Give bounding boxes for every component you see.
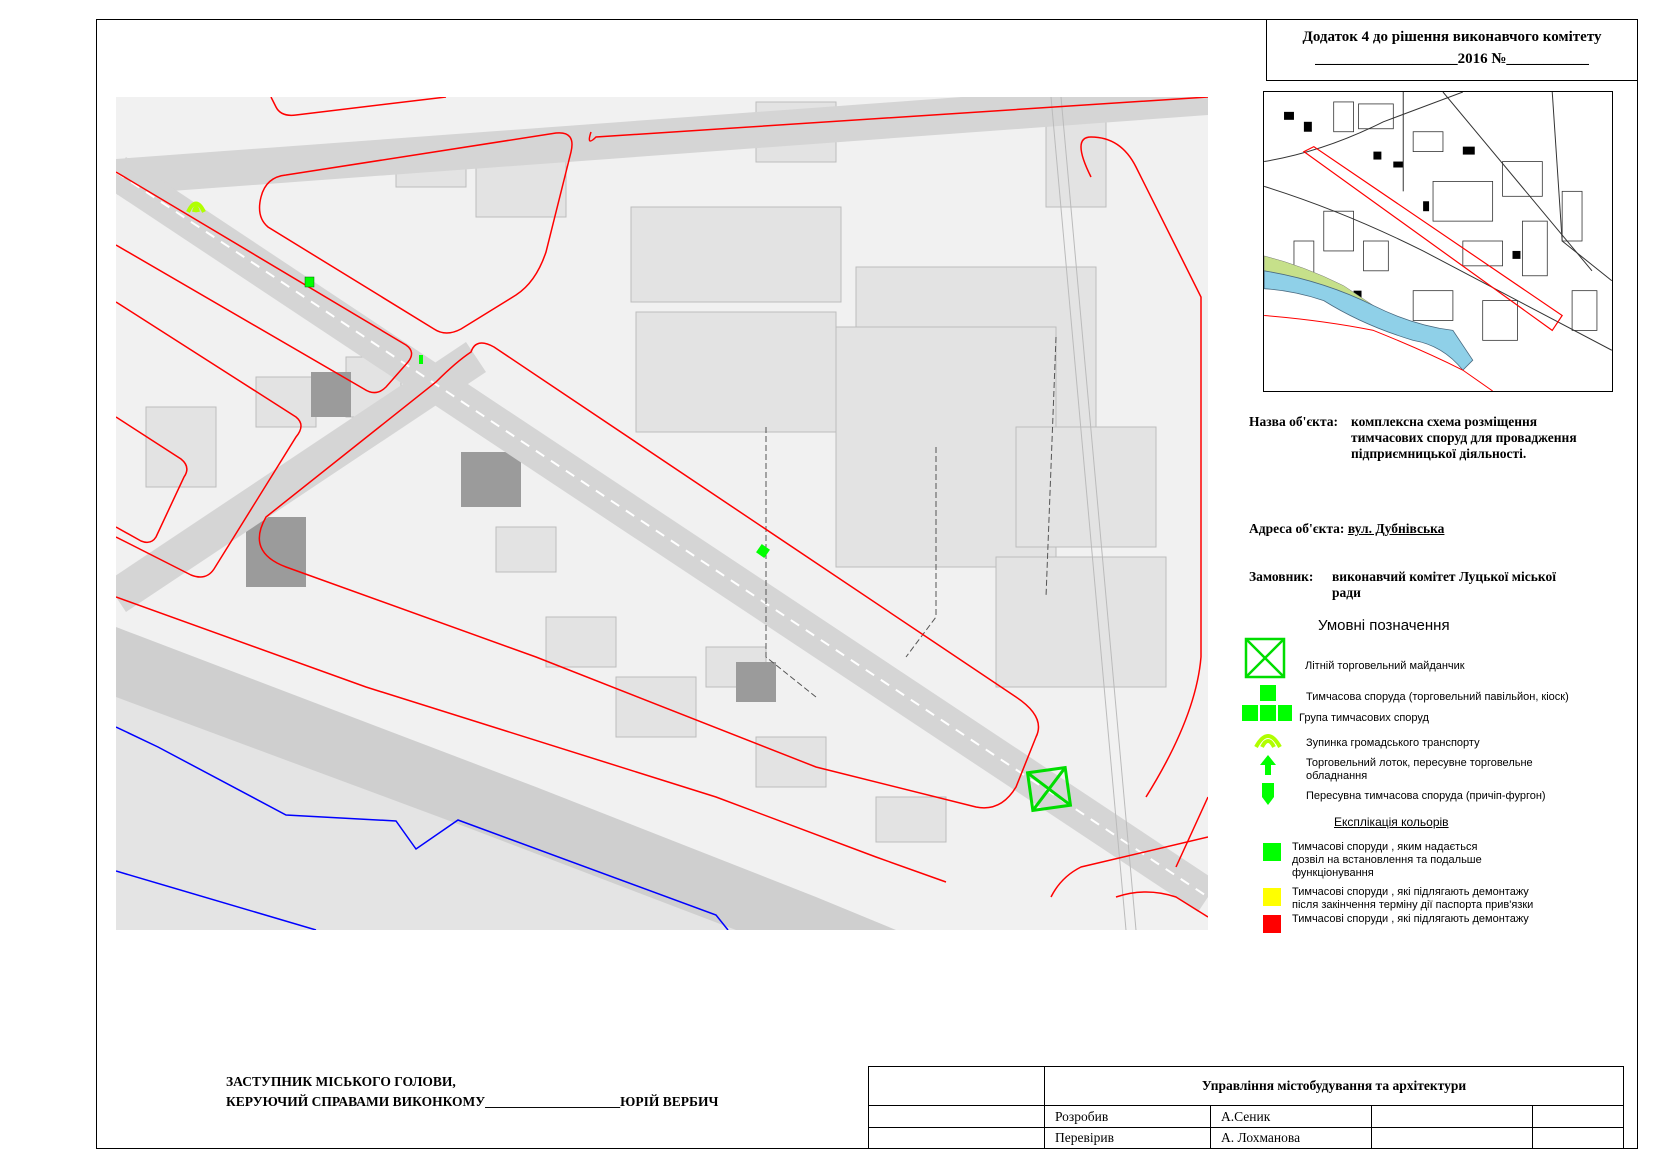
address-label: Адреса об'єкта: [1249, 521, 1345, 536]
customer [1249, 569, 1313, 585]
signature-name: КЕРУЮЧИЙ СПРАВАМИ ВИКОНКОМУ____________________ЮРІЙ ВЕРБИЧ [226, 1094, 719, 1109]
legend-item [1306, 757, 1533, 783]
color-item [1292, 913, 1529, 926]
square-x-icon [1246, 639, 1284, 677]
object-name-value [1351, 414, 1577, 462]
color-line: Тимчасові споруди , яким надається [1292, 841, 1478, 853]
object-name-line: тимчасових споруд для провадження [1351, 430, 1577, 445]
customer-line: ради [1332, 585, 1361, 600]
object-name [1249, 414, 1338, 430]
customer-label: Замовник: [1249, 569, 1314, 584]
legend-title: Умовні позначення [1318, 617, 1450, 634]
stamp-cell [869, 1127, 1045, 1148]
green-square-icon [1260, 685, 1276, 701]
object-address [1249, 521, 1444, 537]
group-squares-icon [1242, 705, 1292, 721]
stamp-cell [1372, 1106, 1533, 1127]
bus-stop-marker[interactable] [188, 204, 204, 213]
legend-item: Тимчасова споруда (торговельний павільйон, кіоск) [1306, 691, 1569, 703]
appendix-title [1266, 19, 1638, 81]
signature-block [226, 1072, 718, 1112]
color-swatch-yellow [1263, 888, 1281, 906]
title-block-table [868, 1066, 1624, 1149]
arrow-up-icon [1260, 755, 1276, 775]
color-line: дозвіл на встановлення та подальше [1292, 854, 1482, 866]
legend-line: Торговельний лоток, пересувне торговельне [1306, 757, 1533, 769]
object-name-line: підприємницької діяльності. [1351, 446, 1527, 461]
stamp-name: А. Лохманова [1211, 1127, 1372, 1148]
signature-title: ЗАСТУПНИК МІСЬКОГО ГОЛОВИ, [226, 1074, 456, 1089]
stamp-cell [1372, 1127, 1533, 1148]
legend-item: Пересувна тимчасова споруда (причіп-фургон) [1306, 790, 1546, 802]
bus-stop-icon [1256, 736, 1280, 747]
stamp-role: Перевірив [1045, 1127, 1211, 1148]
stamp-department: Управління містобудування та архітектури [1045, 1067, 1624, 1106]
legend-item: Зупинка громадського транспорту [1306, 737, 1480, 749]
kiosk-marker[interactable] [419, 355, 423, 364]
location-minimap[interactable] [1263, 91, 1613, 392]
appendix-line-1: Додаток 4 до рішення виконавчого комітету [1302, 29, 1602, 45]
color-item [1292, 886, 1533, 912]
stamp-name: А.Сеник [1211, 1106, 1372, 1127]
object-name-line: комплексна схема розміщення [1351, 414, 1538, 429]
main-map[interactable] [116, 97, 1208, 930]
color-line: Тимчасові споруди , які підлягають демонтажу [1292, 886, 1529, 898]
legend-icons [1242, 637, 1292, 817]
legend-item: Група тимчасових споруд [1299, 712, 1429, 724]
customer-value [1332, 569, 1556, 601]
color-swatch-red [1263, 915, 1281, 933]
legend-item: Літній торговельний майданчик [1305, 660, 1465, 672]
stamp-cell [869, 1067, 1045, 1106]
color-line: після закінчення терміну дії паспорта прив'язки [1292, 899, 1534, 911]
stamp-cell [1533, 1106, 1624, 1127]
color-swatch-green [1263, 843, 1281, 861]
color-line: функціонування [1292, 867, 1374, 879]
customer-line: виконавчий комітет Луцької міської [1332, 569, 1556, 584]
color-line: Тимчасові споруди , які підлягають демонтажу [1292, 913, 1529, 925]
legend-line: обладнання [1306, 770, 1368, 782]
colors-title: Експлікація кольорів [1334, 815, 1449, 829]
color-item [1292, 841, 1482, 880]
address-value: вул. Дубнівська [1347, 521, 1445, 536]
object-name-label: Назва об'єкта: [1249, 414, 1338, 429]
trailer-icon [1262, 783, 1274, 805]
appendix-line-2: ___________________2016 №___________ [1315, 51, 1589, 67]
stamp-cell [869, 1106, 1045, 1127]
kiosk-marker[interactable] [305, 277, 314, 287]
stamp-role: Розробив [1045, 1106, 1211, 1127]
stamp-cell [1533, 1127, 1624, 1148]
